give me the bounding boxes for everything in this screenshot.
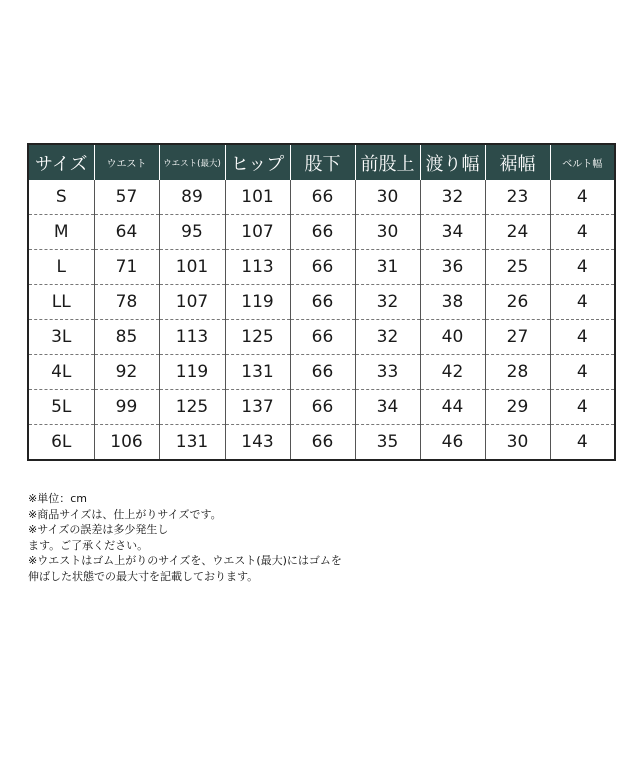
cell-size: 6L: [28, 425, 94, 461]
cell-hip: 131: [225, 355, 290, 390]
cell-front-rise: 33: [355, 355, 420, 390]
header-thigh-width: 渡り幅: [420, 144, 485, 180]
cell-thigh-width: 32: [420, 180, 485, 215]
cell-hip: 113: [225, 250, 290, 285]
cell-waist-max: 125: [159, 390, 225, 425]
cell-waist-max: 107: [159, 285, 225, 320]
note-finished-size: ※商品サイズは、仕上がりサイズです。: [28, 507, 222, 521]
cell-hem-width: 23: [485, 180, 550, 215]
cell-waist: 57: [94, 180, 159, 215]
note-waist-measure-cont: 伸ばした状態での最大寸を記載しております。: [28, 569, 259, 583]
cell-thigh-width: 40: [420, 320, 485, 355]
cell-size: 3L: [28, 320, 94, 355]
cell-thigh-width: 42: [420, 355, 485, 390]
cell-front-rise: 30: [355, 180, 420, 215]
cell-waist: 78: [94, 285, 159, 320]
cell-thigh-width: 34: [420, 215, 485, 250]
cell-hip: 143: [225, 425, 290, 461]
cell-front-rise: 31: [355, 250, 420, 285]
cell-inseam: 66: [290, 425, 355, 461]
cell-hem-width: 26: [485, 285, 550, 320]
header-size: サイズ: [28, 144, 94, 180]
table-row: [28, 250, 615, 285]
note-unit: ※単位：cm: [28, 492, 87, 505]
cell-hem-width: 28: [485, 355, 550, 390]
size-notes: [28, 491, 342, 584]
cell-thigh-width: 38: [420, 285, 485, 320]
cell-inseam: 66: [290, 355, 355, 390]
cell-thigh-width: 44: [420, 390, 485, 425]
cell-size: L: [28, 250, 94, 285]
cell-hip: 137: [225, 390, 290, 425]
table-row: [28, 355, 615, 390]
cell-inseam: 66: [290, 180, 355, 215]
cell-waist: 71: [94, 250, 159, 285]
cell-hip: 119: [225, 285, 290, 320]
cell-size: S: [28, 180, 94, 215]
cell-waist: 85: [94, 320, 159, 355]
cell-size: 4L: [28, 355, 94, 390]
header-hem-width: 裾幅: [485, 144, 550, 180]
table-row: [28, 425, 615, 461]
cell-belt-width: 4: [550, 355, 615, 390]
cell-inseam: 66: [290, 215, 355, 250]
table-header-row: [28, 144, 615, 180]
table-row: [28, 285, 615, 320]
cell-size: 5L: [28, 390, 94, 425]
cell-waist-max: 113: [159, 320, 225, 355]
header-belt-width: ベルト幅: [550, 144, 615, 180]
cell-front-rise: 32: [355, 320, 420, 355]
cell-belt-width: 4: [550, 425, 615, 461]
cell-hem-width: 29: [485, 390, 550, 425]
cell-belt-width: 4: [550, 390, 615, 425]
table-row: [28, 320, 615, 355]
cell-inseam: 66: [290, 390, 355, 425]
cell-size: LL: [28, 285, 94, 320]
cell-hem-width: 30: [485, 425, 550, 461]
note-size-tolerance: ※サイズの誤差は多少発生し: [28, 523, 169, 536]
cell-waist: 92: [94, 355, 159, 390]
note-waist-measure: ※ウエストはゴム上がりのサイズを、ウエスト(最大)にはゴムを: [28, 554, 342, 567]
cell-inseam: 66: [290, 250, 355, 285]
cell-front-rise: 30: [355, 215, 420, 250]
cell-size: M: [28, 215, 94, 250]
cell-waist-max: 95: [159, 215, 225, 250]
cell-waist: 106: [94, 425, 159, 461]
note-size-tolerance-cont: ます。ご了承ください。: [28, 538, 149, 552]
cell-thigh-width: 36: [420, 250, 485, 285]
header-inseam: 股下: [290, 144, 355, 180]
cell-hip: 107: [225, 215, 290, 250]
cell-waist: 64: [94, 215, 159, 250]
cell-waist-max: 131: [159, 425, 225, 461]
table-row: [28, 215, 615, 250]
cell-waist-max: 119: [159, 355, 225, 390]
cell-waist-max: 89: [159, 180, 225, 215]
cell-waist-max: 101: [159, 250, 225, 285]
cell-hip: 125: [225, 320, 290, 355]
header-waist: ウエスト: [94, 144, 159, 180]
cell-belt-width: 4: [550, 180, 615, 215]
cell-waist: 99: [94, 390, 159, 425]
table-row: [28, 180, 615, 215]
cell-front-rise: 32: [355, 285, 420, 320]
cell-hem-width: 24: [485, 215, 550, 250]
header-waist-max: ウエスト(最大): [159, 144, 225, 180]
cell-inseam: 66: [290, 285, 355, 320]
header-hip: ヒップ: [225, 144, 290, 180]
cell-front-rise: 34: [355, 390, 420, 425]
cell-hip: 101: [225, 180, 290, 215]
header-front-rise: 前股上: [355, 144, 420, 180]
size-chart-table: [27, 143, 616, 461]
cell-hem-width: 27: [485, 320, 550, 355]
cell-front-rise: 35: [355, 425, 420, 461]
cell-belt-width: 4: [550, 215, 615, 250]
cell-belt-width: 4: [550, 250, 615, 285]
cell-belt-width: 4: [550, 320, 615, 355]
table-row: [28, 390, 615, 425]
cell-inseam: 66: [290, 320, 355, 355]
cell-belt-width: 4: [550, 285, 615, 320]
cell-thigh-width: 46: [420, 425, 485, 461]
cell-hem-width: 25: [485, 250, 550, 285]
